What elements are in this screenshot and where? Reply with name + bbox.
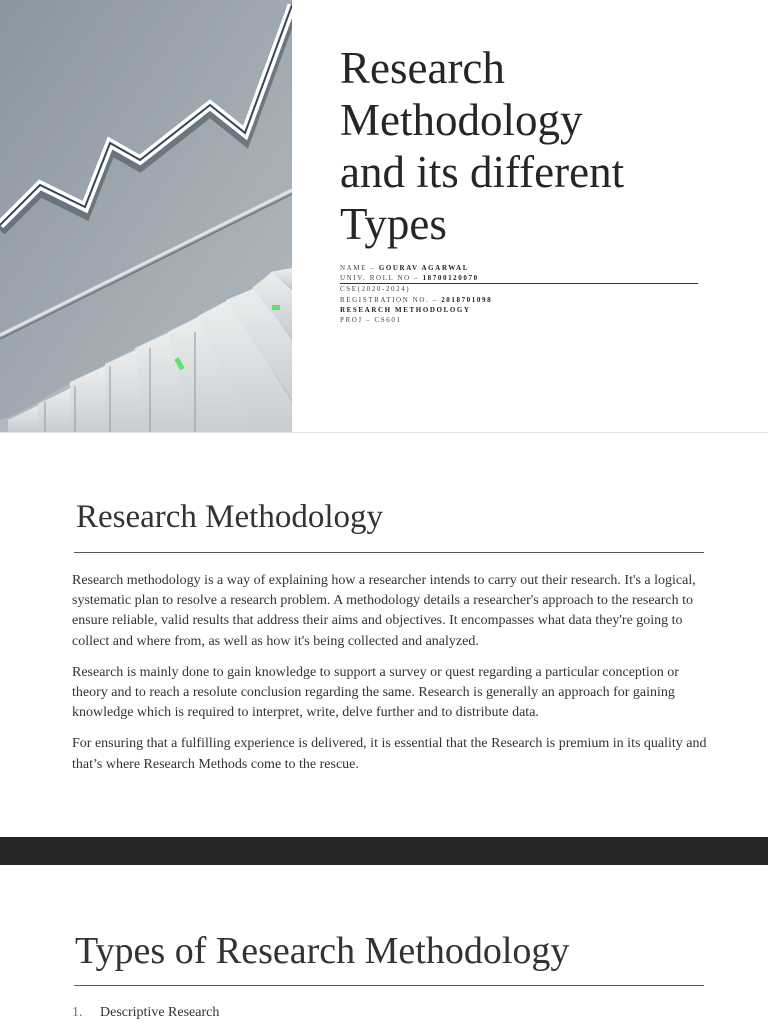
subject-value: RESEARCH METHODOLOGY (340, 305, 471, 314)
paragraph: For ensuring that a fulfilling experience is delivered, it is essential that the Research is premium in its quality and that’s where Research Methods come to the rescue. (72, 736, 707, 772)
slide-separator-band (0, 837, 768, 865)
name-label: NAME – (340, 264, 379, 272)
section-heading: Types of Research Methodology (75, 930, 570, 972)
types-list (72, 1005, 219, 1021)
cover-title-line: Types (340, 199, 447, 249)
roll-row (340, 273, 698, 283)
list-item (72, 1005, 219, 1021)
project-row: PROJ – CS601 (340, 316, 402, 325)
roll-label: UNIV. ROLL NO – (340, 274, 423, 283)
cover-title-line: Methodology (340, 95, 583, 145)
cover-title-line: and its different (340, 147, 625, 197)
list-item-number: 1. (72, 1005, 83, 1020)
course-row: CSE(2020-2024) (340, 285, 411, 294)
name-row (340, 263, 698, 273)
list-item-label: Descriptive Research (100, 1005, 220, 1020)
registration-value: 2018701098 (441, 295, 493, 304)
roll-value: 18700120070 (422, 274, 479, 283)
registration-row (340, 295, 698, 305)
name-value: GOURAV AGARWAL (378, 264, 469, 272)
cover-title-line: Research (340, 43, 505, 93)
types-slide (0, 865, 768, 1024)
registration-label: REGISTRATION NO. – (340, 295, 442, 304)
title-slide (0, 0, 768, 432)
research-methodology-slide (0, 432, 768, 838)
rising-graph-and-stairs-photo (0, 0, 292, 432)
paragraph: Research is mainly done to gain knowledge to support a survey or quest regarding a particular conception or theory and to reach a resolute conclusion regarding the same. Research is generally an approach for gaining knowledge which is required to interpret, write, delve further and to distribute data. (72, 664, 679, 721)
subject-row (340, 305, 698, 315)
heading-underline (74, 552, 704, 553)
author-details (340, 263, 698, 325)
heading-underline (74, 985, 704, 986)
paragraph: Research methodology is a way of explaining how a researcher intends to carry out their research. It's a logical, systematic plan to resolve a research problem. A methodology details a researcher's approach to the research to ensure reliable, valid results that address their aims and objectives. It encompasses what data they're going to collect and where from, as well as how it's being collected and analyzed. (72, 573, 696, 649)
section-body (72, 571, 712, 786)
cover-title (340, 42, 740, 250)
section-heading: Research Methodology (76, 499, 384, 535)
